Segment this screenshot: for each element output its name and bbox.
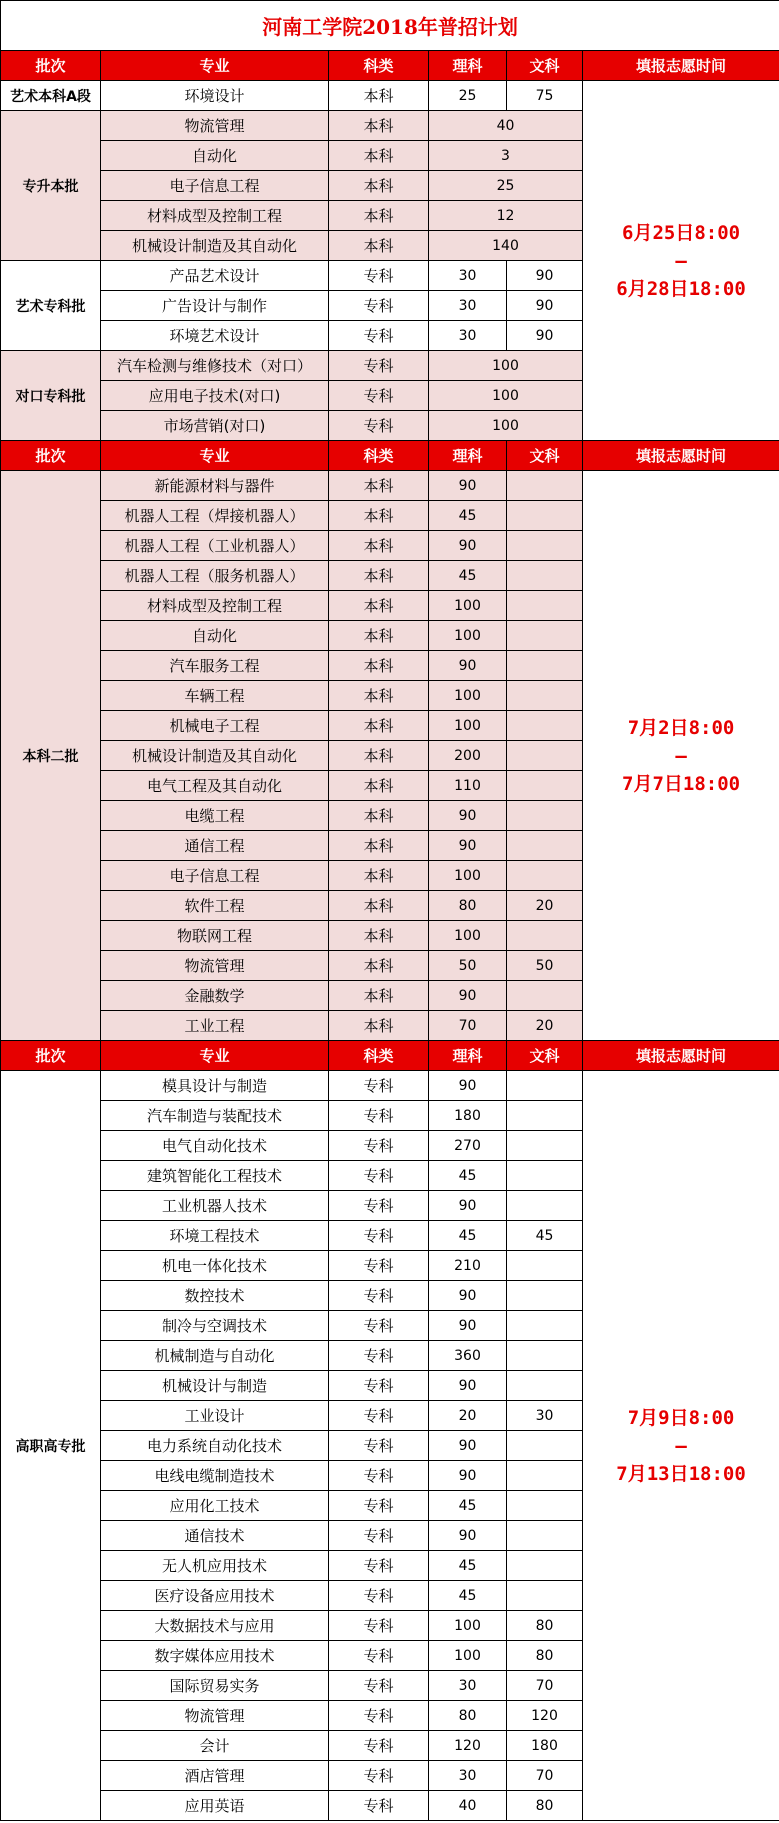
header-science: 理科 <box>429 441 507 471</box>
major-cell: 汽车检测与维修技术（对口） <box>101 351 329 381</box>
science-quota-cell: 70 <box>429 1011 507 1041</box>
science-quota-cell: 90 <box>429 1311 507 1341</box>
header-science: 理科 <box>429 51 507 81</box>
category-cell: 专科 <box>329 1641 429 1671</box>
arts-quota-cell <box>507 531 583 561</box>
category-cell: 本科 <box>329 501 429 531</box>
major-cell: 数字媒体应用技术 <box>101 1641 329 1671</box>
major-cell: 电力系统自动化技术 <box>101 1431 329 1461</box>
batch-cell: 艺术本科A段 <box>1 81 101 111</box>
science-quota-cell: 90 <box>429 531 507 561</box>
header-major: 专业 <box>101 1041 329 1071</box>
category-cell: 本科 <box>329 921 429 951</box>
category-cell: 本科 <box>329 741 429 771</box>
category-cell: 专科 <box>329 1131 429 1161</box>
science-quota-cell: 50 <box>429 951 507 981</box>
header-time: 填报志愿时间 <box>583 51 779 81</box>
arts-quota-cell <box>507 471 583 501</box>
category-cell: 专科 <box>329 1371 429 1401</box>
science-quota-cell: 100 <box>429 621 507 651</box>
major-cell: 市场营销(对口) <box>101 411 329 441</box>
science-quota-cell: 100 <box>429 591 507 621</box>
category-cell: 专科 <box>329 1461 429 1491</box>
science-quota-cell: 45 <box>429 561 507 591</box>
science-quota-cell: 30 <box>429 1671 507 1701</box>
header-major: 专业 <box>101 441 329 471</box>
major-cell: 新能源材料与器件 <box>101 471 329 501</box>
time-dash: — <box>675 744 687 767</box>
arts-quota-cell <box>507 861 583 891</box>
major-cell: 电气工程及其自动化 <box>101 771 329 801</box>
time-dash: — <box>675 1434 687 1457</box>
major-cell: 电线电缆制造技术 <box>101 1461 329 1491</box>
major-cell: 广告设计与制作 <box>101 291 329 321</box>
major-cell: 机器人工程（焊接机器人） <box>101 501 329 531</box>
major-cell: 机械制造与自动化 <box>101 1341 329 1371</box>
major-cell: 物流管理 <box>101 1701 329 1731</box>
category-cell: 本科 <box>329 711 429 741</box>
major-cell: 制冷与空调技术 <box>101 1311 329 1341</box>
major-cell: 环境工程技术 <box>101 1221 329 1251</box>
major-cell: 应用英语 <box>101 1791 329 1821</box>
major-cell: 材料成型及控制工程 <box>101 591 329 621</box>
category-cell: 专科 <box>329 1191 429 1221</box>
time-end: 7月13日18:00 <box>616 1462 746 1485</box>
major-cell: 物流管理 <box>101 111 329 141</box>
science-quota-cell: 90 <box>429 1281 507 1311</box>
major-cell: 环境设计 <box>101 81 329 111</box>
category-cell: 专科 <box>329 321 429 351</box>
major-cell: 机械设计制造及其自动化 <box>101 741 329 771</box>
category-cell: 本科 <box>329 891 429 921</box>
category-cell: 本科 <box>329 561 429 591</box>
science-quota-cell: 45 <box>429 1551 507 1581</box>
major-cell: 通信技术 <box>101 1521 329 1551</box>
science-quota-cell: 90 <box>429 831 507 861</box>
category-cell: 本科 <box>329 231 429 261</box>
science-quota-cell: 100 <box>429 861 507 891</box>
major-cell: 电缆工程 <box>101 801 329 831</box>
science-quota-cell: 45 <box>429 1161 507 1191</box>
category-cell: 专科 <box>329 1551 429 1581</box>
major-cell: 汽车服务工程 <box>101 651 329 681</box>
arts-quota-cell: 70 <box>507 1671 583 1701</box>
category-cell: 本科 <box>329 951 429 981</box>
arts-quota-cell: 50 <box>507 951 583 981</box>
major-cell: 电气自动化技术 <box>101 1131 329 1161</box>
arts-quota-cell <box>507 1491 583 1521</box>
major-cell: 机械电子工程 <box>101 711 329 741</box>
category-cell: 本科 <box>329 471 429 501</box>
header-category: 科类 <box>329 1041 429 1071</box>
application-time-cell <box>583 81 779 441</box>
arts-quota-cell: 120 <box>507 1701 583 1731</box>
science-quota-cell: 90 <box>429 1431 507 1461</box>
category-cell: 本科 <box>329 621 429 651</box>
table-row <box>1 471 779 501</box>
category-cell: 专科 <box>329 1161 429 1191</box>
header-arts: 文科 <box>507 51 583 81</box>
science-quota-cell: 20 <box>429 1401 507 1431</box>
header-time: 填报志愿时间 <box>583 441 779 471</box>
quota-total-cell: 12 <box>429 201 583 231</box>
science-quota-cell: 30 <box>429 291 507 321</box>
science-quota-cell: 25 <box>429 81 507 111</box>
major-cell: 自动化 <box>101 621 329 651</box>
header-row <box>1 51 779 81</box>
header-row <box>1 1041 779 1071</box>
science-quota-cell: 30 <box>429 1761 507 1791</box>
arts-quota-cell <box>507 1131 583 1161</box>
science-quota-cell: 200 <box>429 741 507 771</box>
major-cell: 大数据技术与应用 <box>101 1611 329 1641</box>
category-cell: 本科 <box>329 801 429 831</box>
major-cell: 机器人工程（服务机器人） <box>101 561 329 591</box>
science-quota-cell: 30 <box>429 261 507 291</box>
arts-quota-cell <box>507 1581 583 1611</box>
header-science: 理科 <box>429 1041 507 1071</box>
arts-quota-cell <box>507 831 583 861</box>
science-quota-cell: 360 <box>429 1341 507 1371</box>
category-cell: 本科 <box>329 681 429 711</box>
major-cell: 环境艺术设计 <box>101 321 329 351</box>
category-cell: 专科 <box>329 1431 429 1461</box>
arts-quota-cell <box>507 621 583 651</box>
major-cell: 汽车制造与装配技术 <box>101 1101 329 1131</box>
arts-quota-cell <box>507 771 583 801</box>
arts-quota-cell <box>507 1251 583 1281</box>
application-time-cell <box>583 1071 779 1821</box>
science-quota-cell: 120 <box>429 1731 507 1761</box>
category-cell: 本科 <box>329 591 429 621</box>
category-cell: 专科 <box>329 1251 429 1281</box>
time-start: 7月9日8:00 <box>627 1406 735 1429</box>
science-quota-cell: 100 <box>429 711 507 741</box>
category-cell: 专科 <box>329 381 429 411</box>
arts-quota-cell: 90 <box>507 321 583 351</box>
table-row <box>1 1071 779 1101</box>
quota-total-cell: 100 <box>429 381 583 411</box>
arts-quota-cell: 70 <box>507 1761 583 1791</box>
quota-total-cell: 100 <box>429 411 583 441</box>
arts-quota-cell <box>507 1191 583 1221</box>
arts-quota-cell <box>507 681 583 711</box>
arts-quota-cell <box>507 1431 583 1461</box>
science-quota-cell: 90 <box>429 471 507 501</box>
major-cell: 工业设计 <box>101 1401 329 1431</box>
major-cell: 通信工程 <box>101 831 329 861</box>
major-cell: 车辆工程 <box>101 681 329 711</box>
science-quota-cell: 210 <box>429 1251 507 1281</box>
time-dash: — <box>675 249 687 272</box>
major-cell: 工业工程 <box>101 1011 329 1041</box>
science-quota-cell: 100 <box>429 1611 507 1641</box>
arts-quota-cell <box>507 651 583 681</box>
category-cell: 本科 <box>329 531 429 561</box>
major-cell: 机械设计与制造 <box>101 1371 329 1401</box>
science-quota-cell: 90 <box>429 1371 507 1401</box>
category-cell: 本科 <box>329 111 429 141</box>
science-quota-cell: 100 <box>429 921 507 951</box>
header-batch: 批次 <box>1 1041 101 1071</box>
arts-quota-cell: 80 <box>507 1791 583 1821</box>
arts-quota-cell <box>507 1101 583 1131</box>
science-quota-cell: 90 <box>429 1191 507 1221</box>
science-quota-cell: 80 <box>429 891 507 921</box>
science-quota-cell: 110 <box>429 771 507 801</box>
arts-quota-cell <box>507 1311 583 1341</box>
major-cell: 酒店管理 <box>101 1761 329 1791</box>
major-cell: 电子信息工程 <box>101 861 329 891</box>
major-cell: 模具设计与制造 <box>101 1071 329 1101</box>
major-cell: 机械设计制造及其自动化 <box>101 231 329 261</box>
category-cell: 专科 <box>329 1731 429 1761</box>
science-quota-cell: 45 <box>429 1491 507 1521</box>
header-arts: 文科 <box>507 441 583 471</box>
batch-cell: 艺术专科批 <box>1 261 101 351</box>
category-cell: 专科 <box>329 1071 429 1101</box>
arts-quota-cell: 90 <box>507 291 583 321</box>
category-cell: 本科 <box>329 81 429 111</box>
arts-quota-cell <box>507 921 583 951</box>
arts-quota-cell: 90 <box>507 261 583 291</box>
category-cell: 专科 <box>329 1611 429 1641</box>
category-cell: 专科 <box>329 1401 429 1431</box>
arts-quota-cell <box>507 741 583 771</box>
category-cell: 专科 <box>329 1221 429 1251</box>
application-time-cell <box>583 471 779 1041</box>
arts-quota-cell <box>507 981 583 1011</box>
category-cell: 本科 <box>329 981 429 1011</box>
major-cell: 软件工程 <box>101 891 329 921</box>
category-cell: 本科 <box>329 1011 429 1041</box>
category-cell: 本科 <box>329 831 429 861</box>
time-start: 7月2日8:00 <box>627 716 735 739</box>
category-cell: 专科 <box>329 1311 429 1341</box>
arts-quota-cell <box>507 801 583 831</box>
category-cell: 本科 <box>329 171 429 201</box>
major-cell: 建筑智能化工程技术 <box>101 1161 329 1191</box>
arts-quota-cell <box>507 1521 583 1551</box>
category-cell: 专科 <box>329 1281 429 1311</box>
arts-quota-cell <box>507 1551 583 1581</box>
arts-quota-cell: 30 <box>507 1401 583 1431</box>
arts-quota-cell: 45 <box>507 1221 583 1251</box>
category-cell: 专科 <box>329 1671 429 1701</box>
arts-quota-cell: 180 <box>507 1731 583 1761</box>
science-quota-cell: 30 <box>429 321 507 351</box>
time-start: 6月25日8:00 <box>622 221 741 244</box>
arts-quota-cell <box>507 591 583 621</box>
quota-total-cell: 140 <box>429 231 583 261</box>
header-row <box>1 441 779 471</box>
major-cell: 物联网工程 <box>101 921 329 951</box>
batch-cell: 高职高专批 <box>1 1071 101 1821</box>
major-cell: 会计 <box>101 1731 329 1761</box>
category-cell: 专科 <box>329 1791 429 1821</box>
arts-quota-cell <box>507 501 583 531</box>
batch-cell: 专升本批 <box>1 111 101 261</box>
arts-quota-cell: 20 <box>507 1011 583 1041</box>
time-end: 6月28日18:00 <box>616 277 746 300</box>
header-category: 科类 <box>329 51 429 81</box>
category-cell: 专科 <box>329 1581 429 1611</box>
category-cell: 本科 <box>329 201 429 231</box>
science-quota-cell: 100 <box>429 681 507 711</box>
science-quota-cell: 100 <box>429 1641 507 1671</box>
category-cell: 专科 <box>329 351 429 381</box>
major-cell: 机电一体化技术 <box>101 1251 329 1281</box>
header-batch: 批次 <box>1 51 101 81</box>
science-quota-cell: 45 <box>429 501 507 531</box>
header-major: 专业 <box>101 51 329 81</box>
category-cell: 专科 <box>329 291 429 321</box>
arts-quota-cell: 80 <box>507 1641 583 1671</box>
header-category: 科类 <box>329 441 429 471</box>
header-batch: 批次 <box>1 441 101 471</box>
major-cell: 应用电子技术(对口) <box>101 381 329 411</box>
time-end: 7月7日18:00 <box>622 772 741 795</box>
science-quota-cell: 90 <box>429 1071 507 1101</box>
major-cell: 机器人工程（工业机器人） <box>101 531 329 561</box>
category-cell: 专科 <box>329 1101 429 1131</box>
arts-quota-cell <box>507 1371 583 1401</box>
category-cell: 专科 <box>329 1761 429 1791</box>
major-cell: 电子信息工程 <box>101 171 329 201</box>
major-cell: 无人机应用技术 <box>101 1551 329 1581</box>
science-quota-cell: 90 <box>429 801 507 831</box>
arts-quota-cell <box>507 561 583 591</box>
page-title: 河南工学院2018年普招计划 <box>1 1 779 51</box>
arts-quota-cell: 75 <box>507 81 583 111</box>
category-cell: 专科 <box>329 1341 429 1371</box>
table-row <box>1 81 779 111</box>
major-cell: 医疗设备应用技术 <box>101 1581 329 1611</box>
science-quota-cell: 90 <box>429 651 507 681</box>
major-cell: 产品艺术设计 <box>101 261 329 291</box>
category-cell: 专科 <box>329 1491 429 1521</box>
quota-total-cell: 3 <box>429 141 583 171</box>
science-quota-cell: 45 <box>429 1581 507 1611</box>
science-quota-cell: 270 <box>429 1131 507 1161</box>
arts-quota-cell <box>507 1341 583 1371</box>
science-quota-cell: 80 <box>429 1701 507 1731</box>
quota-total-cell: 40 <box>429 111 583 141</box>
header-arts: 文科 <box>507 1041 583 1071</box>
arts-quota-cell <box>507 1071 583 1101</box>
arts-quota-cell <box>507 1161 583 1191</box>
major-cell: 应用化工技术 <box>101 1491 329 1521</box>
arts-quota-cell <box>507 711 583 741</box>
quota-total-cell: 100 <box>429 351 583 381</box>
science-quota-cell: 40 <box>429 1791 507 1821</box>
major-cell: 金融数学 <box>101 981 329 1011</box>
science-quota-cell: 90 <box>429 981 507 1011</box>
major-cell: 自动化 <box>101 141 329 171</box>
batch-cell: 本科二批 <box>1 471 101 1041</box>
category-cell: 专科 <box>329 261 429 291</box>
science-quota-cell: 180 <box>429 1101 507 1131</box>
category-cell: 本科 <box>329 651 429 681</box>
major-cell: 物流管理 <box>101 951 329 981</box>
category-cell: 专科 <box>329 411 429 441</box>
category-cell: 本科 <box>329 141 429 171</box>
header-time: 填报志愿时间 <box>583 1041 779 1071</box>
major-cell: 数控技术 <box>101 1281 329 1311</box>
major-cell: 材料成型及控制工程 <box>101 201 329 231</box>
category-cell: 本科 <box>329 771 429 801</box>
arts-quota-cell <box>507 1461 583 1491</box>
science-quota-cell: 90 <box>429 1461 507 1491</box>
arts-quota-cell: 20 <box>507 891 583 921</box>
science-quota-cell: 45 <box>429 1221 507 1251</box>
major-cell: 工业机器人技术 <box>101 1191 329 1221</box>
category-cell: 专科 <box>329 1521 429 1551</box>
arts-quota-cell <box>507 1281 583 1311</box>
science-quota-cell: 90 <box>429 1521 507 1551</box>
arts-quota-cell: 80 <box>507 1611 583 1641</box>
category-cell: 专科 <box>329 1701 429 1731</box>
quota-total-cell: 25 <box>429 171 583 201</box>
category-cell: 本科 <box>329 861 429 891</box>
major-cell: 国际贸易实务 <box>101 1671 329 1701</box>
batch-cell: 对口专科批 <box>1 351 101 441</box>
title-row <box>1 1 779 51</box>
